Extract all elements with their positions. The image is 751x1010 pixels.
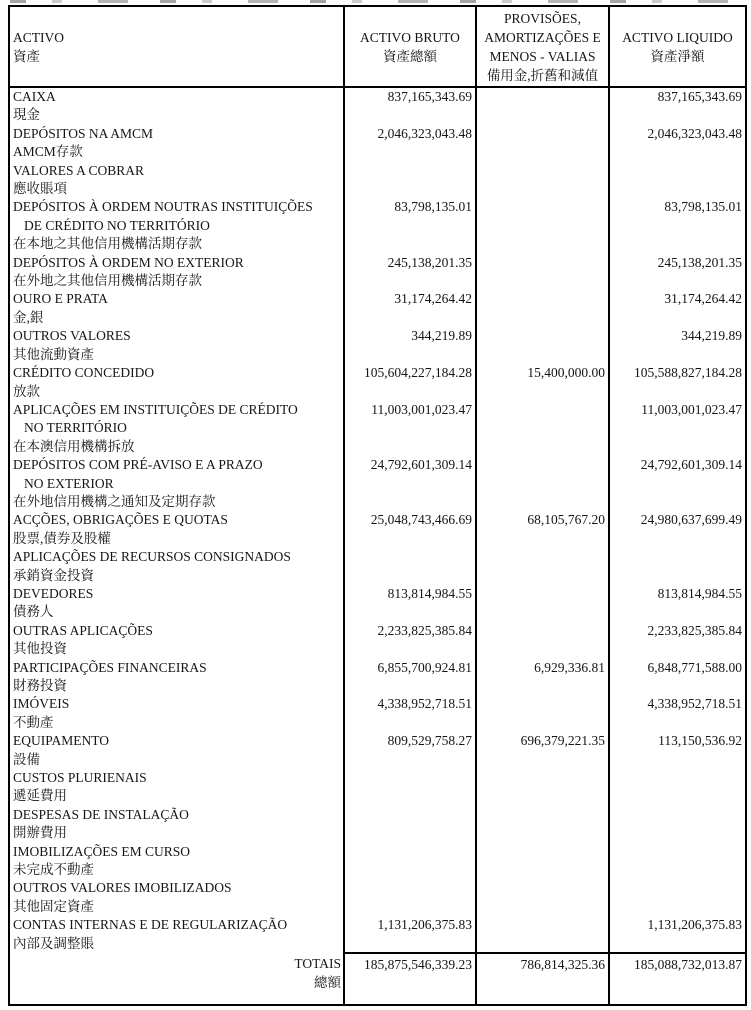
asset-name-pt-continuation: DE CRÉDITO NO TERRITÓRIO	[24, 217, 210, 233]
net-amount-cell: 83,798,135.01	[609, 198, 746, 253]
asset-name-zh: AMCM存款	[13, 144, 83, 160]
asset-name-cell	[9, 695, 344, 732]
asset-name-pt: DEPÓSITOS NA AMCM	[13, 125, 154, 141]
provisions-amount-cell	[476, 198, 609, 253]
provisions-amount-cell	[476, 125, 609, 162]
table-row	[9, 659, 746, 696]
totals-label-zh: 總額	[314, 975, 341, 991]
asset-name-cell	[9, 732, 344, 769]
asset-name-pt: CAIXA	[13, 89, 56, 104]
table-row	[9, 732, 746, 769]
asset-name-pt: DEPÓSITOS COM PRÉ-AVISO E A PRAZO	[13, 457, 263, 473]
provisions-amount-cell: 696,379,221.35	[476, 732, 609, 769]
provisions-amount-cell	[476, 548, 609, 585]
header-activo-bruto-pt: ACTIVO BRUTO	[360, 30, 460, 45]
gross-amount-cell	[344, 879, 476, 916]
header-provisoes-line3: MENOS - VALIAS	[489, 49, 596, 64]
table-row	[9, 916, 746, 953]
net-amount-cell: 245,138,201.35	[609, 254, 746, 291]
asset-name-cell	[9, 254, 344, 291]
provisions-amount-cell	[476, 290, 609, 327]
header-activo-liquido-pt: ACTIVO LIQUIDO	[622, 30, 733, 45]
gross-amount-cell: 245,138,201.35	[344, 254, 476, 291]
net-amount-cell: 113,150,536.92	[609, 732, 746, 769]
asset-name-cell	[9, 198, 344, 253]
header-activo-bruto-zh: 資產總額	[383, 49, 437, 64]
table-row	[9, 198, 746, 253]
asset-name-pt: OUTRAS APLICAÇÕES	[13, 622, 153, 638]
asset-name-pt: CONTAS INTERNAS E DE REGULARIZAÇÃO	[13, 917, 288, 933]
asset-name-cell	[9, 843, 344, 880]
table-row	[9, 843, 746, 880]
net-amount-cell: 24,792,601,309.14	[609, 456, 746, 511]
asset-name-cell	[9, 364, 344, 401]
header-activo-pt: ACTIVO	[13, 30, 64, 45]
net-amount-cell: 24,980,637,699.49	[609, 511, 746, 548]
asset-name-zh: 設備	[13, 751, 40, 767]
asset-name-cell	[9, 125, 344, 162]
header-row	[9, 6, 746, 87]
asset-name-cell	[9, 401, 344, 456]
asset-name-zh: 財務投資	[13, 678, 67, 693]
table-row	[9, 622, 746, 659]
table-row	[9, 125, 746, 162]
asset-name-zh: 其他投資	[13, 641, 67, 657]
asset-name-pt: VALORES A COBRAR	[13, 162, 145, 178]
gross-amount-cell: 24,792,601,309.14	[344, 456, 476, 511]
gross-amount-cell: 2,233,825,385.84	[344, 622, 476, 659]
asset-name-pt-continuation: NO TERRITÓRIO	[24, 420, 127, 436]
asset-name-cell	[9, 327, 344, 364]
gross-amount-cell: 1,131,206,375.83	[344, 916, 476, 953]
asset-name-zh: 應收賬項	[13, 181, 67, 197]
net-amount-cell: 2,046,323,043.48	[609, 125, 746, 162]
gross-amount-cell	[344, 843, 476, 880]
net-amount-cell	[609, 548, 746, 585]
provisions-amount-cell	[476, 585, 609, 622]
asset-name-pt-continuation: NO EXTERIOR	[24, 475, 114, 491]
table-row	[9, 511, 746, 548]
provisions-amount-cell	[476, 401, 609, 456]
asset-name-cell	[9, 87, 344, 125]
asset-name-zh: 承銷資金投資	[13, 567, 94, 583]
asset-name-cell	[9, 585, 344, 622]
asset-name-pt: DEPÓSITOS À ORDEM NO EXTERIOR	[13, 254, 244, 270]
provisions-amount-cell	[476, 162, 609, 199]
asset-name-pt: DEVEDORES	[13, 585, 94, 601]
asset-name-zh: 其他固定資產	[13, 898, 94, 914]
net-amount-cell	[609, 769, 746, 806]
asset-name-pt: CUSTOS PLURIENAIS	[13, 770, 147, 786]
gross-amount-cell: 813,814,984.55	[344, 585, 476, 622]
asset-name-pt: OURO E PRATA	[13, 291, 108, 307]
net-amount-cell: 31,174,264.42	[609, 290, 746, 327]
gross-amount-cell: 809,529,758.27	[344, 732, 476, 769]
asset-name-zh: 其他流動資產	[13, 346, 94, 362]
gross-amount-cell	[344, 548, 476, 585]
provisions-amount-cell	[476, 87, 609, 125]
table-row	[9, 87, 746, 125]
asset-name-cell	[9, 769, 344, 806]
header-activo-liquido	[609, 6, 746, 87]
table-row	[9, 327, 746, 364]
gross-amount-cell	[344, 769, 476, 806]
asset-name-zh: 現金	[13, 107, 40, 123]
asset-name-pt: IMÓVEIS	[13, 696, 70, 712]
assets-table	[8, 5, 747, 1006]
provisions-amount-cell: 15,400,000.00	[476, 364, 609, 401]
asset-name-pt: OUTROS VALORES IMOBILIZADOS	[13, 880, 232, 896]
table-row	[9, 401, 746, 456]
asset-name-cell	[9, 511, 344, 548]
asset-name-pt: ACÇÕES, OBRIGAÇÕES E QUOTAS	[13, 512, 228, 528]
table-row	[9, 364, 746, 401]
asset-name-cell	[9, 290, 344, 327]
header-activo-liquido-zh: 資產淨額	[650, 49, 705, 64]
gross-amount-cell: 25,048,743,466.69	[344, 511, 476, 548]
net-amount-cell	[609, 806, 746, 843]
asset-name-pt: EQUIPAMENTO	[13, 733, 110, 749]
provisions-amount-cell	[476, 879, 609, 916]
gross-amount-cell: 31,174,264.42	[344, 290, 476, 327]
table-row	[9, 162, 746, 199]
table-row	[9, 585, 746, 622]
net-amount-cell: 105,588,827,184.28	[609, 364, 746, 401]
asset-name-pt: PARTICIPAÇÕES FINANCEIRAS	[13, 659, 207, 675]
asset-name-zh: 內部及調整賬	[13, 935, 94, 951]
scan-artifact	[10, 0, 747, 3]
net-amount-cell: 2,233,825,385.84	[609, 622, 746, 659]
asset-name-cell	[9, 806, 344, 843]
asset-name-cell	[9, 879, 344, 916]
asset-name-pt: OUTROS VALORES	[13, 328, 131, 344]
asset-name-zh: 遞延費用	[13, 788, 67, 804]
gross-amount-cell	[344, 806, 476, 843]
header-activo-bruto	[344, 6, 476, 87]
provisions-amount-cell	[476, 327, 609, 364]
net-amount-cell: 4,338,952,718.51	[609, 695, 746, 732]
gross-amount-cell: 2,046,323,043.48	[344, 125, 476, 162]
gross-amount-cell: 4,338,952,718.51	[344, 695, 476, 732]
totals-row	[9, 953, 746, 1005]
asset-name-pt: APLICAÇÕES DE RECURSOS CONSIGNADOS	[13, 549, 291, 565]
provisions-amount-cell: 68,105,767.20	[476, 511, 609, 548]
table-row	[9, 456, 746, 511]
asset-name-pt: APLICAÇÕES EM INSTITUIÇÕES DE CRÉDITO	[13, 401, 298, 417]
net-amount-cell	[609, 879, 746, 916]
asset-name-cell	[9, 548, 344, 585]
asset-name-pt: DEPÓSITOS À ORDEM NOUTRAS INSTITUIÇÕES	[13, 199, 313, 215]
table-row	[9, 254, 746, 291]
net-amount-cell: 837,165,343.69	[609, 87, 746, 125]
gross-amount-cell: 6,855,700,924.81	[344, 659, 476, 696]
provisions-amount-cell	[476, 456, 609, 511]
gross-amount-cell: 837,165,343.69	[344, 87, 476, 125]
table-row	[9, 290, 746, 327]
asset-name-zh: 金,銀	[13, 309, 44, 325]
asset-name-zh: 放款	[13, 383, 40, 399]
provisions-amount-cell	[476, 806, 609, 843]
net-amount-cell: 344,219.89	[609, 327, 746, 364]
asset-name-zh: 在外地之其他信用機構活期存款	[13, 273, 202, 289]
provisions-amount-cell	[476, 769, 609, 806]
net-amount-cell	[609, 843, 746, 880]
asset-name-zh: 股票,債券及股權	[13, 530, 111, 546]
asset-name-zh: 在外地信用機構之通知及定期存款	[13, 493, 216, 509]
totals-gross-amount: 185,875,546,339.23	[344, 953, 476, 1005]
asset-name-cell	[9, 162, 344, 199]
table-row	[9, 695, 746, 732]
net-amount-cell: 1,131,206,375.83	[609, 916, 746, 953]
gross-amount-cell: 83,798,135.01	[344, 198, 476, 253]
provisions-amount-cell: 6,929,336.81	[476, 659, 609, 696]
gross-amount-cell	[344, 162, 476, 199]
net-amount-cell: 813,814,984.55	[609, 585, 746, 622]
totals-provisions-amount: 786,814,325.36	[476, 953, 609, 1005]
table-row	[9, 879, 746, 916]
asset-name-cell	[9, 916, 344, 953]
header-provisoes-line1: PROVISÕES,	[504, 11, 581, 26]
provisions-amount-cell	[476, 622, 609, 659]
asset-name-zh: 不動產	[13, 714, 54, 730]
gross-amount-cell: 344,219.89	[344, 327, 476, 364]
asset-name-cell	[9, 622, 344, 659]
asset-name-pt: IMOBILIZAÇÕES EM CURSO	[13, 843, 191, 859]
asset-name-zh: 在本澳信用機構拆放	[13, 438, 135, 454]
asset-name-cell	[9, 456, 344, 511]
header-activo-zh: 資產	[13, 49, 40, 64]
net-amount-cell: 11,003,001,023.47	[609, 401, 746, 456]
provisions-amount-cell	[476, 254, 609, 291]
asset-name-pt: DESPESAS DE INSTALAÇÃO	[13, 806, 189, 822]
totals-net-amount: 185,088,732,013.87	[609, 953, 746, 1005]
table-row	[9, 806, 746, 843]
provisions-amount-cell	[476, 695, 609, 732]
table-row	[9, 548, 746, 585]
asset-name-zh: 在本地之其他信用機構活期存款	[13, 236, 202, 252]
header-provisoes-zh: 備用金,折舊和減值	[486, 68, 599, 83]
asset-name-zh: 未完成不動產	[13, 862, 94, 878]
header-provisoes	[476, 6, 609, 87]
totals-label-pt: TOTAIS	[294, 956, 341, 972]
asset-name-zh: 開辦費用	[13, 825, 67, 841]
asset-name-cell	[9, 659, 344, 696]
gross-amount-cell: 105,604,227,184.28	[344, 364, 476, 401]
table-row	[9, 769, 746, 806]
totals-label-cell	[9, 953, 344, 1005]
header-provisoes-line2: AMORTIZAÇÕES E	[484, 30, 601, 45]
header-activo	[9, 6, 344, 87]
provisions-amount-cell	[476, 916, 609, 953]
asset-name-pt: CRÉDITO CONCEDIDO	[13, 365, 155, 381]
provisions-amount-cell	[476, 843, 609, 880]
gross-amount-cell: 11,003,001,023.47	[344, 401, 476, 456]
asset-name-zh: 債務人	[13, 604, 54, 620]
net-amount-cell: 6,848,771,588.00	[609, 659, 746, 696]
net-amount-cell	[609, 162, 746, 199]
